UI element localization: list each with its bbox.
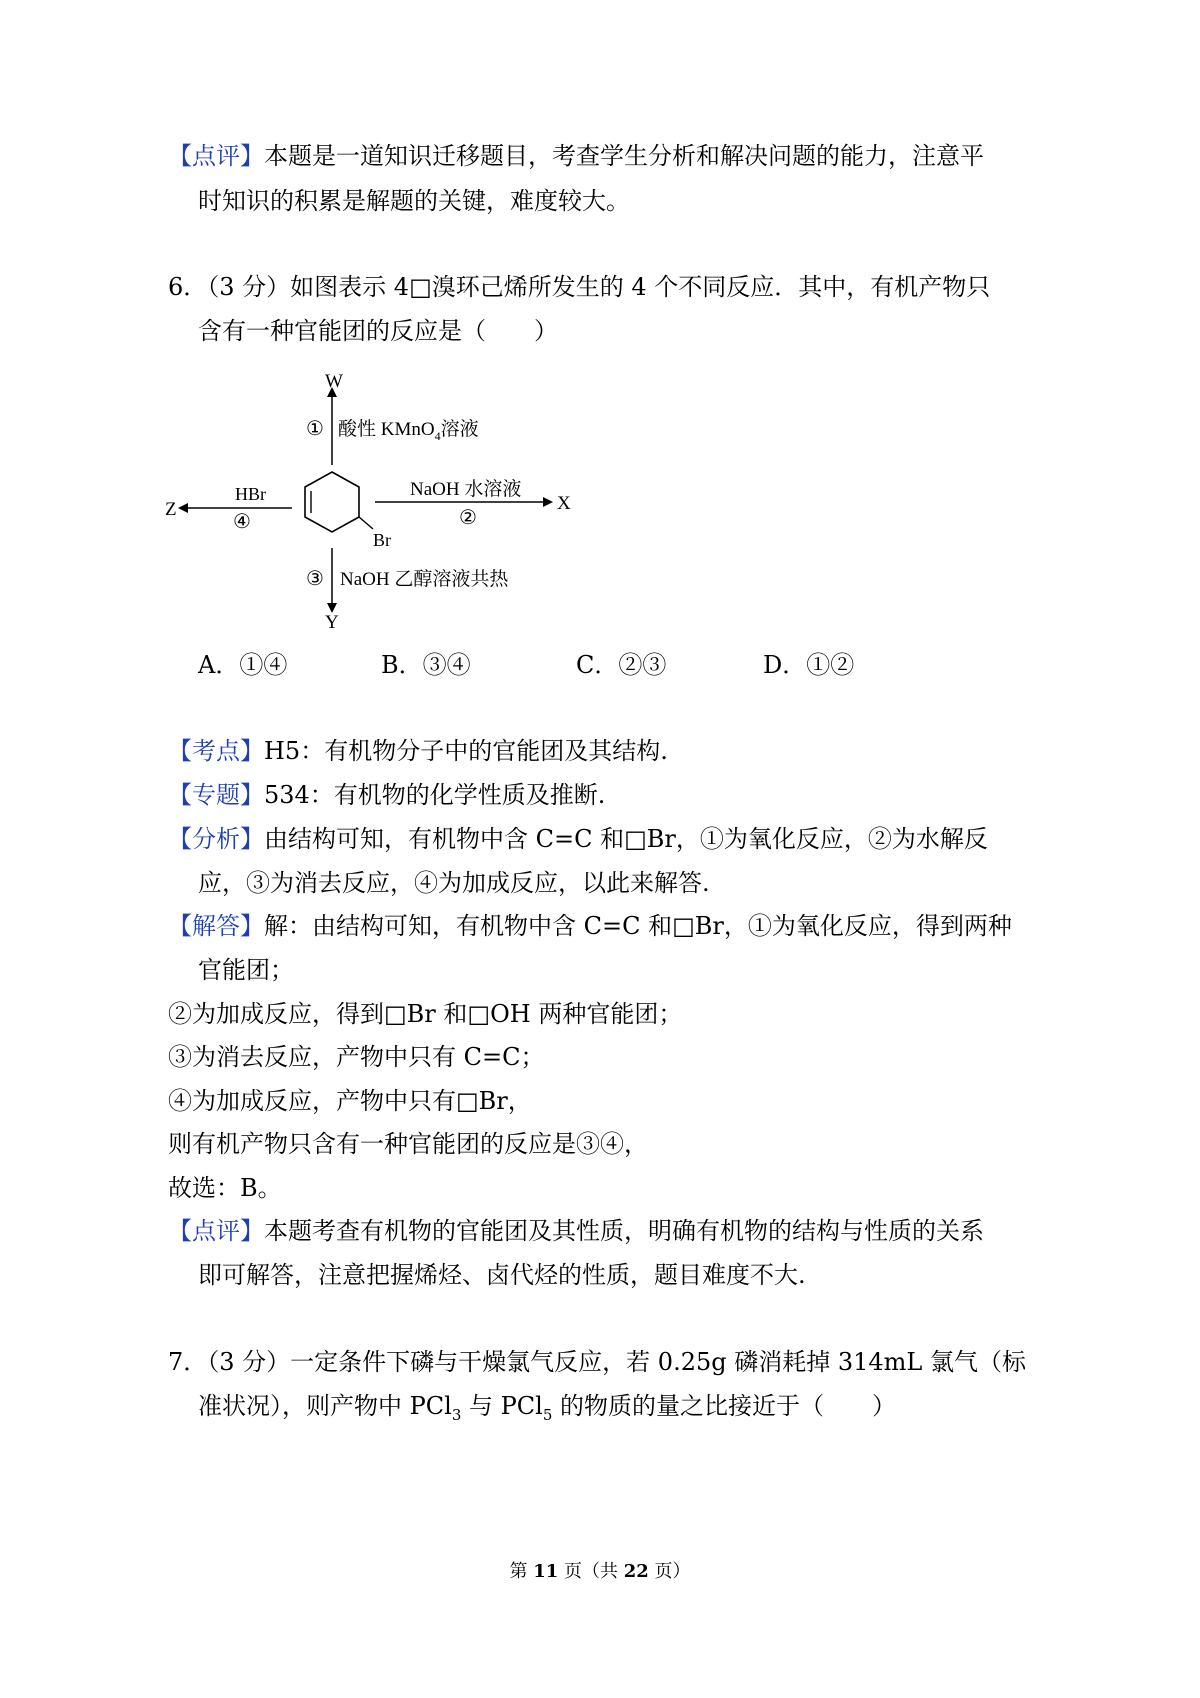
kaodian-label: 【考点】 bbox=[168, 737, 264, 765]
jieda-text-1: 解：由结构可知，有机物中含 C=C 和□Br，①为氧化反应，得到两种 bbox=[264, 912, 1012, 940]
kaodian-text: H5：有机物分子中的官能团及其结构. bbox=[264, 737, 668, 765]
arrow-right-head bbox=[543, 497, 553, 507]
reaction-2-num: ② bbox=[459, 507, 477, 529]
reaction-4-num: ④ bbox=[233, 511, 251, 533]
zhuanti-label: 【专题】 bbox=[168, 781, 264, 809]
option-b bbox=[381, 650, 471, 680]
option-d-text: ①② bbox=[806, 651, 855, 679]
footer-pre: 第 bbox=[509, 1561, 534, 1582]
footer-post: 页） bbox=[648, 1561, 691, 1582]
footer-total-pages: 22 bbox=[623, 1561, 649, 1582]
arrow-left-head bbox=[178, 503, 188, 513]
q7-stem-line-1: 7．（3 分）一定条件下磷与干燥氯气反应，若 0.25g 磷消耗掉 314mL 氯气（标 bbox=[168, 1348, 1026, 1376]
fenxi-label: 【分析】 bbox=[168, 825, 264, 853]
q7-text-a: 准状况），则产物中 PCl bbox=[198, 1392, 452, 1420]
option-a-text: ①④ bbox=[239, 651, 288, 679]
comment-text-1: 本题是一道知识迁移题目，考查学生分析和解决问题的能力，注意平 bbox=[264, 142, 984, 170]
dianping-label: 【点评】 bbox=[168, 1217, 264, 1245]
option-c bbox=[576, 650, 666, 680]
jieda-line-2: 官能团； bbox=[198, 956, 294, 984]
kaodian-line bbox=[168, 736, 668, 766]
jieda-label: 【解答】 bbox=[168, 912, 264, 940]
reaction-3-num: ③ bbox=[306, 568, 324, 590]
footer-page-number: 11 bbox=[533, 1561, 559, 1582]
step-3: ④为加成反应，产物中只有□Br， bbox=[168, 1087, 532, 1115]
comment-line-2: 时知识的积累是解题的关键，难度较大。 bbox=[198, 187, 630, 215]
page-footer bbox=[0, 1561, 1200, 1583]
q7-stem-line-2 bbox=[198, 1391, 896, 1430]
reaction-1-reagent: 酸性 KMnO$_4$溶液 bbox=[338, 419, 479, 443]
option-d bbox=[763, 650, 854, 680]
step-4: 则有机产物只含有一种官能团的反应是③④， bbox=[168, 1130, 648, 1158]
option-c-text: ②③ bbox=[618, 651, 667, 679]
product-y: Y bbox=[325, 612, 339, 630]
jieda-line-1 bbox=[168, 911, 1012, 941]
step-5: 故选：B。 bbox=[168, 1174, 282, 1202]
q7-text-c: 的物质的量之比接近于（ ） bbox=[552, 1392, 897, 1420]
option-a bbox=[198, 650, 287, 680]
dianping-line-2: 即可解答，注意把握烯烃、卤代烃的性质，题目难度不大. bbox=[198, 1261, 806, 1289]
fenxi-line-1 bbox=[168, 824, 988, 854]
comment-label: 【点评】 bbox=[168, 142, 264, 170]
q6-stem-line-1: 6．（3 分）如图表示 4□溴环己烯所发生的 4 个不同反应．其中，有机产物只 bbox=[168, 273, 991, 301]
product-z: Z bbox=[165, 499, 177, 520]
fenxi-text-1: 由结构可知，有机物中含 C=C 和□Br，①为氧化反应，②为水解反 bbox=[264, 825, 988, 853]
product-w: W bbox=[325, 371, 343, 392]
option-b-letter: B． bbox=[381, 651, 423, 679]
footer-mid: 页（共 bbox=[558, 1561, 624, 1582]
option-d-letter: D． bbox=[763, 651, 807, 679]
option-c-letter: C． bbox=[576, 651, 619, 679]
fenxi-line-2: 应，③为消去反应，④为加成反应，以此来解答. bbox=[198, 869, 710, 897]
reaction-2-reagent: NaOH 水溶液 bbox=[410, 479, 522, 500]
bromine-label: Br bbox=[373, 530, 391, 550]
q7-text-b: 与 PCl bbox=[461, 1392, 543, 1420]
zhuanti-line bbox=[168, 780, 605, 810]
br-bond bbox=[359, 517, 373, 529]
reaction-3-reagent: NaOH 乙醇溶液共热 bbox=[340, 569, 509, 590]
q6-stem-line-2: 含有一种官能团的反应是（ ） bbox=[198, 317, 558, 345]
dianping-text-1: 本题考查有机物的官能团及其性质，明确有机物的结构与性质的关系 bbox=[264, 1217, 984, 1245]
option-b-text: ③④ bbox=[422, 651, 471, 679]
reaction-4-reagent: HBr bbox=[235, 484, 266, 504]
step-2: ③为消去反应，产物中只有 C=C； bbox=[168, 1043, 545, 1071]
comment-line-1 bbox=[168, 141, 984, 171]
dianping-line-1 bbox=[168, 1216, 984, 1246]
reaction-1-num: ① bbox=[306, 418, 324, 440]
cyclohexene-ring bbox=[305, 472, 359, 532]
reaction-diagram bbox=[160, 365, 590, 630]
q7-sub-3: 3 bbox=[451, 1405, 462, 1424]
zhuanti-text: 534：有机物的化学性质及推断. bbox=[264, 781, 606, 809]
product-x: X bbox=[557, 493, 571, 514]
step-1: ②为加成反应，得到□Br 和□OH 两种官能团； bbox=[168, 1000, 683, 1028]
option-a-letter: A． bbox=[198, 651, 240, 679]
q7-sub-5: 5 bbox=[542, 1405, 553, 1424]
